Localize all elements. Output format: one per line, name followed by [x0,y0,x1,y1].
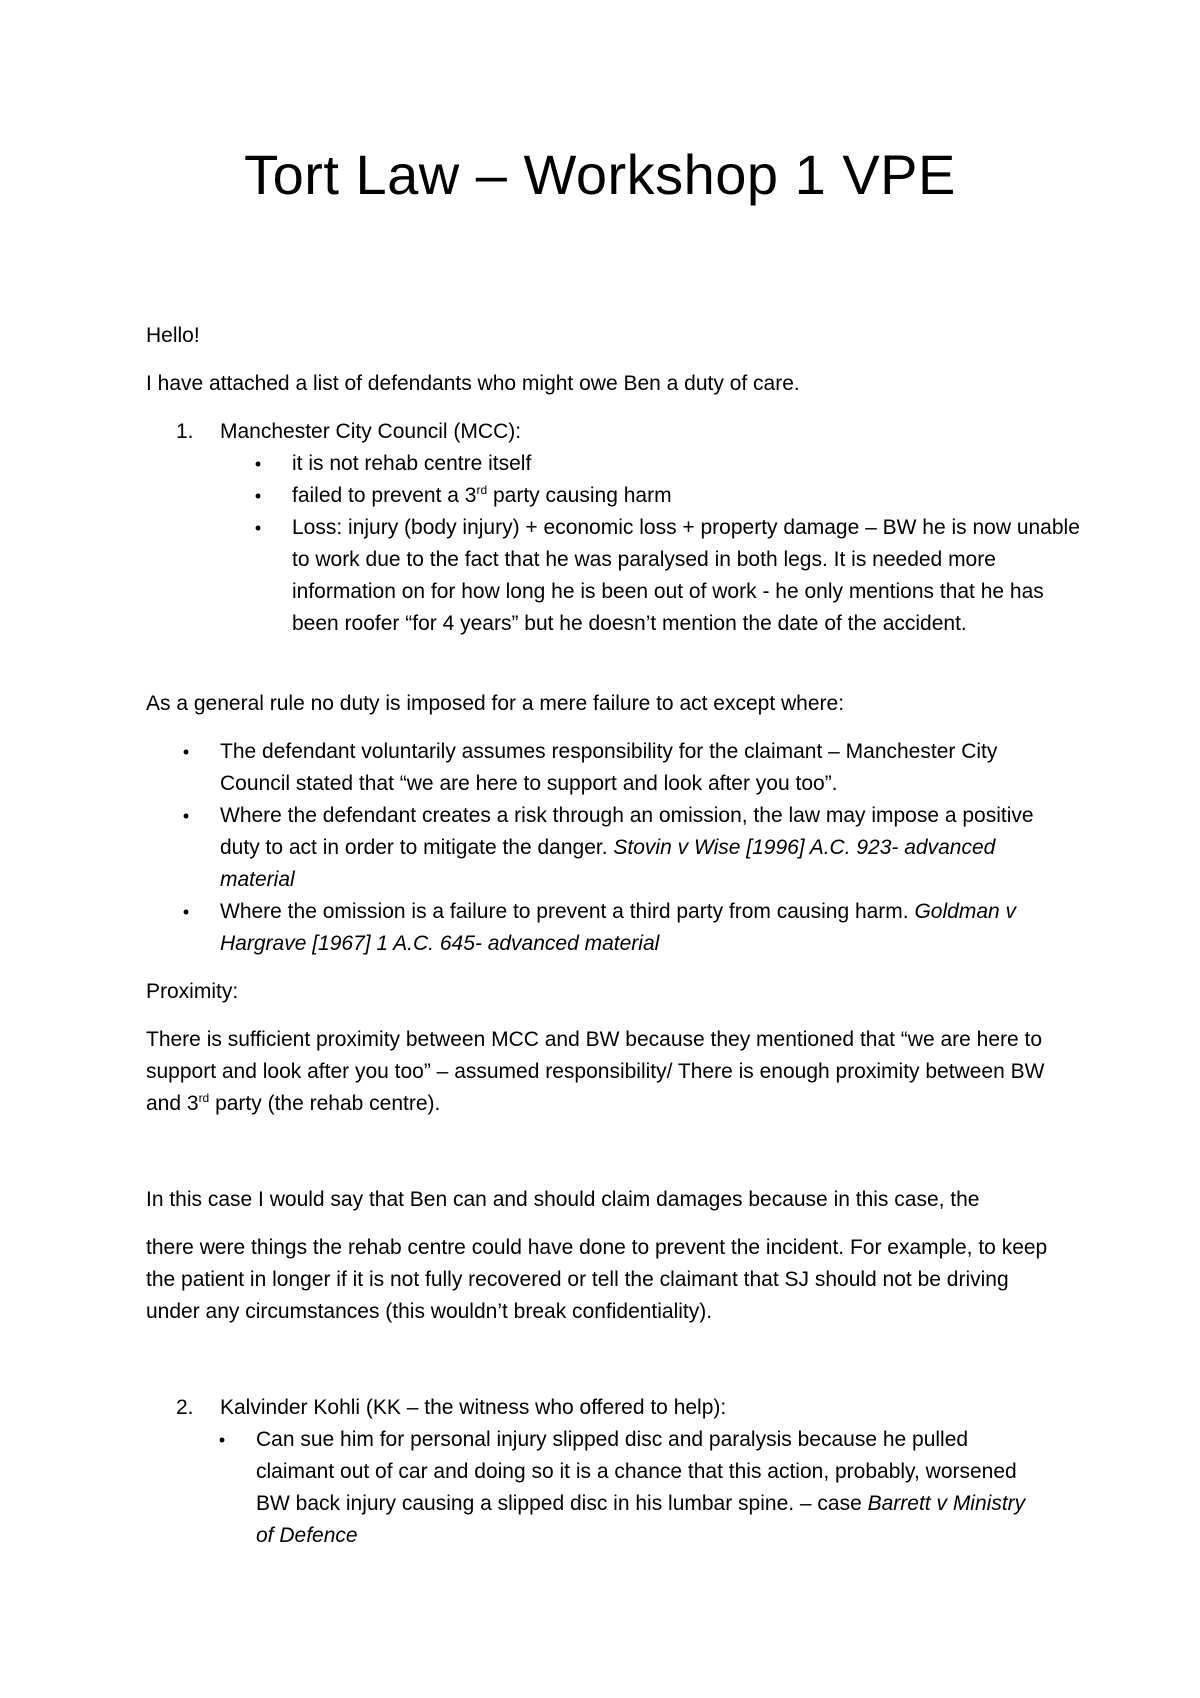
conclusion-paragraph: there were things the rehab centre could have done to prevent the incident. For example, to keep the patient in longer if it is not fully recovered or tell the claimant that SJ should not be driving under any circumstances (this wouldn’t break confidentiality). [146,1236,1048,1323]
document-title: Tort Law – Workshop 1 VPE [244,143,956,206]
exception-text: Where the defendant creates a risk through an omission, the law may impose a positive duty to act in order to mitigate the danger. [220,804,1034,859]
case-citation: Stovin v Wise [1996] A.C. 923- advanced material [220,836,996,891]
defendant-2-number: 2. [176,1396,194,1419]
conclusion-line-1: In this case I would say that Ben can and should claim damages because in this case, the [146,1188,980,1211]
bullet-icon: • [182,902,190,922]
defendant-1-bullet: Loss: injury (body injury) + economic loss + property damage – BW he is now unable to work due to the fact that he was paralysed in both legs. It is needed more information on for how long he is been out of work - he only mentions that he has been roofer “for 4 years” but he doesn’t mention the date of the accident. [292,516,1080,635]
ordinal-suffix: rd [198,1091,210,1105]
bullet-icon: • [254,454,262,474]
defendant-2-heading: Kalvinder Kohli (KK – the witness who offered to help): [220,1396,727,1419]
defendant-1-heading: Manchester City Council (MCC): [220,420,522,443]
defendant-1-bullet: it is not rehab centre itself [292,452,532,475]
bullet-text: party causing harm [487,484,672,507]
defendant-1-bullet [292,480,1122,512]
bullet-icon: • [218,1430,226,1450]
bullet-icon: • [182,806,190,826]
bullet-text: failed to prevent a 3 [292,484,477,507]
exception-text: Where the omission is a failure to prevent a third party from causing harm. [220,900,915,923]
defendant-1-number: 1. [176,420,194,443]
proximity-text: There is sufficient proximity between MCC and BW because they mentioned that “we are here to support and look after you too” – assumed responsibility/ There is enough proximity between BW and 3 [146,1028,1045,1115]
bullet-icon: • [254,518,262,538]
intro-paragraph: I have attached a list of defendants who might owe Ben a duty of care. [146,372,800,395]
ordinal-suffix: rd [476,483,488,497]
bullet-icon: • [254,486,262,506]
case-citation: Goldman v Hargrave [1967] 1 A.C. 645- advanced material [220,900,1017,955]
proximity-heading: Proximity: [146,980,239,1003]
general-rule-paragraph: As a general rule no duty is imposed for a mere failure to act except where: [146,692,845,715]
exception-item [220,896,1070,960]
exception-item: The defendant voluntarily assumes responsibility for the claimant – Manchester City Council stated that “we are here to support and look after you too”. [220,740,998,795]
greeting: Hello! [146,324,200,347]
bullet-text: Can sue him for personal injury slipped disc and paralysis because he pulled claimant out of car and doing so it is a chance that this action, probably, worsened BW back injury causing a slipped disc in his lumbar spine. – case [256,1428,1017,1515]
bullet-icon: • [182,742,190,762]
exception-item [220,800,1070,896]
proximity-text: party (the rehab centre). [209,1092,441,1115]
defendant-2-bullet [256,1424,1036,1552]
case-citation: Barrett v Ministry of Defence [256,1492,1026,1547]
proximity-paragraph [146,1024,1066,1120]
